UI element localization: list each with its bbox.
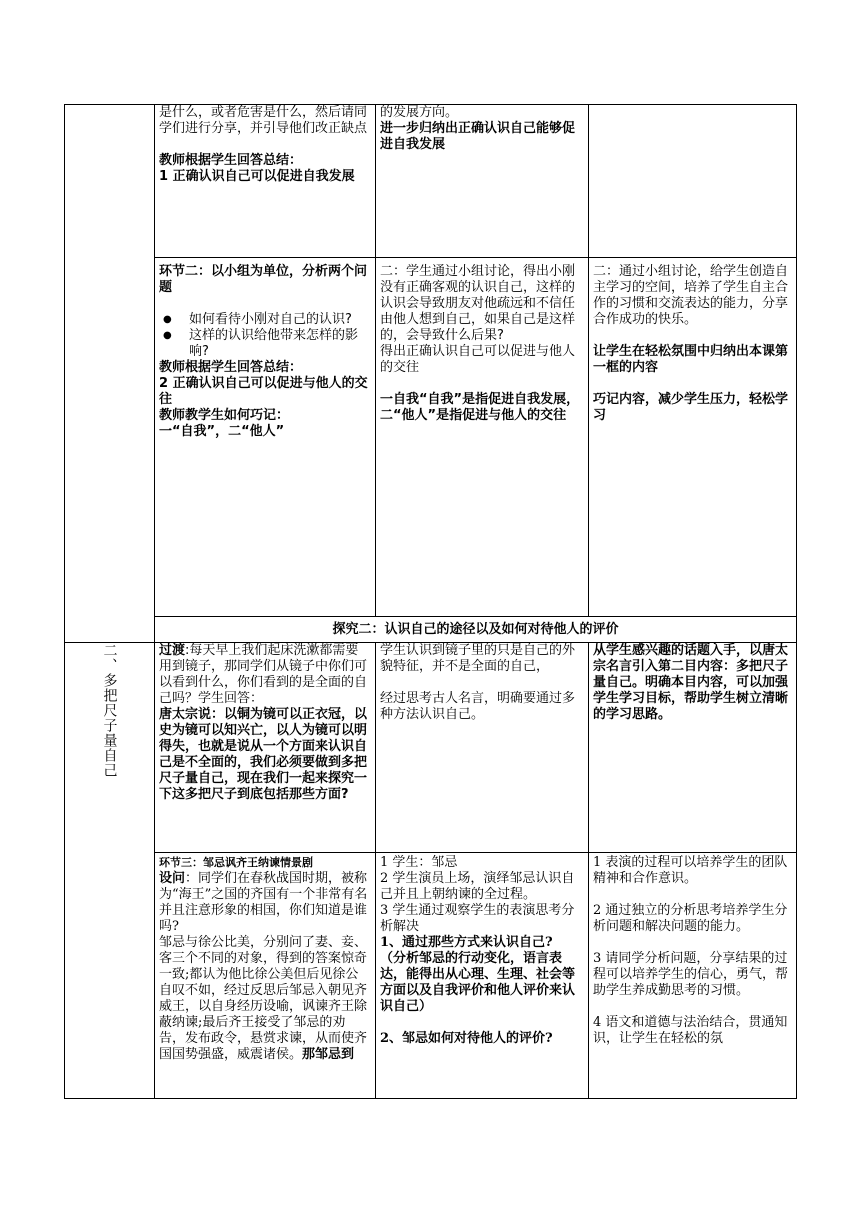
design-intent-cell xyxy=(589,258,797,617)
table-row xyxy=(65,617,797,643)
design-intent-cell xyxy=(589,853,797,1099)
question-label: 设问 xyxy=(159,871,186,886)
text-line: 二：通过小组讨论，给学生创造自主学习的空间，培养了学生自主合作的习惯和交流表达的能力，分享合作成功的快乐。 xyxy=(593,264,789,327)
story-tail: 那邹忌到 xyxy=(302,1047,355,1062)
student-activity-cell xyxy=(376,853,589,1099)
text-line: 二：学生通过小组讨论，得出小刚没有正确客观的认识自己，这样的认识会导致朋友对他疏远和不信任 xyxy=(380,264,576,311)
quote-text: 唐太宗说：以铜为镜可以正衣冠，以史为镜可以知兴亡，以人为镜可以明得失，也就是说从一个方面来认识自己是不全面的，我们必须要做到多把尺子量自己，现在我们一起来探究一下这多把尺子到底包括那些方面? xyxy=(159,707,368,802)
question-text xyxy=(159,871,371,935)
summary-point: 一“自我”，二“他人” xyxy=(159,424,285,439)
summary-point: 一自我“自我”是指促进自我发展，二“他人”是指促进与他人的交往 xyxy=(380,392,580,423)
table-row xyxy=(65,105,797,258)
summary-label: 教师教学生如何巧记： xyxy=(159,408,290,423)
text-line: 是什么，或者危害是什么，然后请同学们进行分享，并引导他们改正缺点 xyxy=(159,105,368,136)
table-row xyxy=(65,643,797,853)
table-row xyxy=(65,258,797,617)
section-heading: 环节二：以小组为单位，分析两个问题 xyxy=(159,264,368,295)
summary-label: 教师根据学生回答总结： xyxy=(159,360,303,375)
section-label: 二、多把尺子量自己 xyxy=(101,643,118,778)
student-activity-cell xyxy=(376,258,589,617)
transition-label: 过渡 xyxy=(159,643,186,658)
text-line: 学生认识到镜子里的只是自己的外貌特征，并不是全面的自己， xyxy=(380,643,576,674)
summary-point: 进一步归纳出正确认识自己能够促进自我发展 xyxy=(380,121,576,152)
text-line: 经过思考古人名言，明确要通过多种方法认识自己。 xyxy=(380,691,576,722)
story-text xyxy=(159,935,371,1063)
summary-label: 教师根据学生回答总结： xyxy=(159,153,303,168)
summary-point: 2 正确认识自己可以促进与他人的交往 xyxy=(159,376,368,407)
list-item: ● 这样的认识给他带来怎样的影响? xyxy=(159,328,371,360)
student-activity-cell xyxy=(376,643,589,853)
design-intent-cell xyxy=(589,105,797,258)
summary-point: 巧记内容，减少学生压力，轻松学习 xyxy=(593,392,789,423)
story-body: 邹忌与徐公比美，分别问了妻、妾、客三个不同的对象，得到的答案惊奇一致;都认为他比徐公美但后见徐公自叹不如，经过反思后邹忌入朝见齐威王，以自身经历设喻，讽谏齐王除蔽纳谏;最后齐王接受了邹忌的劝告，发布政令，悬赏求谏，从而使齐国国势强盛，威震诸侯。 xyxy=(159,935,368,1062)
transition-text xyxy=(159,643,371,707)
text-line: 1 学生：邹忌 xyxy=(380,855,458,870)
text-line: 2 学生演员上场，演绎邹忌认识自己并且上朝纳谏的全过程。 xyxy=(380,871,575,902)
transition-body: :每天早上我们起床洗漱都需要用到镜子，那同学们从镜子中你们可以看到什么，你们看到的是全面的自己吗？学生回答： xyxy=(159,643,368,706)
summary-point: 从学生感兴趣的话题入手，以唐太宗名言引入第二目内容：多把尺子量自己。明确本目内容，可以加强学生学习目标，帮助学生树立清晰的学习思路。 xyxy=(593,643,789,722)
teacher-activity-cell xyxy=(155,258,376,617)
text-line: 2 通过独立的分析思考培养学生分析问题和解决问题的能力。 xyxy=(593,903,788,934)
text-line: 4 语文和道德与法治结合，贯通知识，让学生在轻松的氛 xyxy=(593,1015,788,1046)
design-intent-cell xyxy=(589,643,797,853)
text-line: 3 学生通过观察学生的表演思考分析解决 xyxy=(380,903,575,934)
text-line: 3 请同学分析问题，分享结果的过程可以培养学生的信心，勇气，帮助学生养成勤思考的习惯。 xyxy=(593,951,789,998)
section-cell-empty xyxy=(65,105,155,643)
question-list xyxy=(159,312,371,360)
text-line: 1 表演的过程可以培养学生的团队精神和合作意识。 xyxy=(593,855,788,886)
text-line: 由他人想到自己，如果自己是这样的，会导致什么后果? xyxy=(380,312,576,343)
explore-heading: 探究二：认识自己的途径以及如何对待他人的评价 xyxy=(155,617,797,643)
lesson-plan-table xyxy=(64,104,797,1099)
text-line: 得出正确认识自己可以促进与他人的交往 xyxy=(380,344,576,375)
section-label-cell xyxy=(65,643,155,1099)
student-activity-cell xyxy=(376,105,589,258)
summary-point: 让学生在轻松氛围中归纳出本课第一框的内容 xyxy=(593,344,789,375)
section-heading: 环节三：邹忌讽齐王纳谏情景剧 xyxy=(159,856,313,869)
summary-point: 2、邹忌如何对待他人的评价? xyxy=(380,1031,553,1046)
teacher-activity-cell xyxy=(155,853,376,1099)
summary-point: （分析邹忌的行动变化，语言表达，能得出从心理、生理、社会等方面以及自我评价和他人评价来认识自己） xyxy=(380,951,576,1014)
question-body: ：同学们在春秋战国时期，被称为“海王”之国的齐国有一个非常有名并且注意形象的相国，你们知道是谁吗? xyxy=(159,871,368,934)
summary-point: 1、通过那些方式来认识自己? xyxy=(380,935,553,950)
teacher-activity-cell xyxy=(155,643,376,853)
table-row xyxy=(65,853,797,1099)
list-item: ● 如何看待小刚对自己的认识? xyxy=(159,312,371,328)
text-line: 的发展方向。 xyxy=(380,105,459,120)
summary-point: 1 正确认识自己可以促进自我发展 xyxy=(159,169,355,184)
teacher-activity-cell xyxy=(155,105,376,258)
